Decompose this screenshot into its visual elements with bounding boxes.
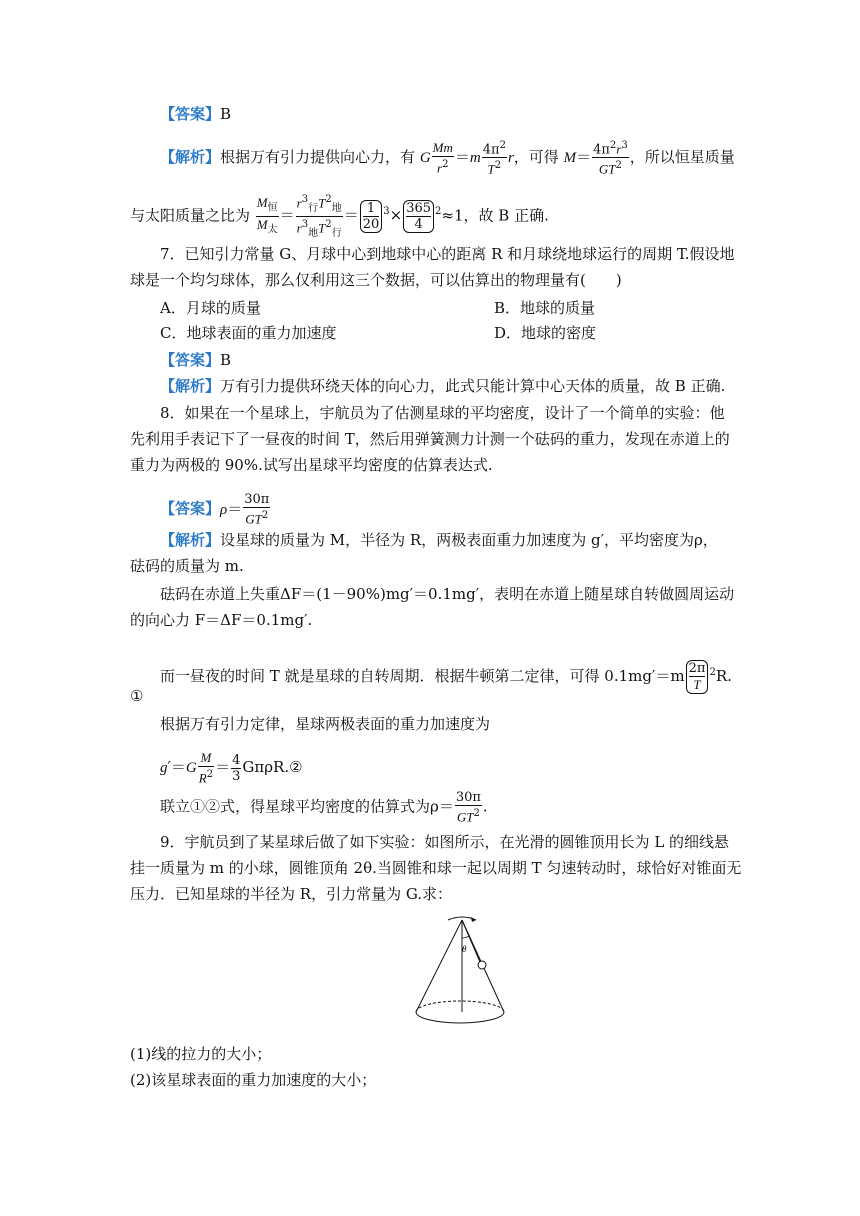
q8-stem-2: 先利用手表记下了一昼夜的时间 T，然后用弹簧测力计测一个砝码的重力，发现在赤道上的 — [130, 430, 730, 448]
answer-tag: 【答案】 — [160, 105, 221, 123]
cone-base-back — [416, 1001, 504, 1012]
q9-subquestion-2: (2)该星球表面的重力加速度的大小； — [130, 1071, 377, 1089]
q8-analysis-text-8: 联立①②式，得星球平均密度的估算式为ρ＝ — [160, 797, 454, 816]
q8-analysis-3: 砝码在赤道上失重ΔF＝(1－90%)mg′＝0.1mg′，表明在赤道上随星球自转做圆周运动 — [160, 585, 735, 603]
q7-option-a: A．月球的质量 — [160, 299, 261, 317]
q8-analysis-5: 而一昼夜的时间 T 就是星球的自转周期．根据牛顿第二定律，可得 0.1mg′＝m $\frac{2\pi}{T}$ $^2$R. — [160, 661, 732, 692]
q8-analysis-6: 根据万有引力定律，星球两极表面的重力加速度为 — [160, 715, 491, 733]
q8-analysis-1 — [160, 530, 718, 550]
q8-analysis-text-7-end: GπρR.② — [242, 758, 303, 777]
q9-stem-3: 压力．已知星球的半径为 R，引力常量为 G.求： — [130, 885, 453, 903]
q6-answer — [160, 104, 231, 124]
q8-circled-1: ① — [130, 687, 144, 705]
cone-base-front — [416, 1012, 504, 1023]
cone-left-edge — [416, 920, 462, 1012]
q7-analysis — [160, 376, 725, 396]
q6-ratio-end: ≈1，故 B 正确. — [441, 206, 549, 225]
ball — [478, 961, 486, 969]
analysis-tag: 【解析】 — [160, 377, 221, 395]
q8-analysis-2: 砝码的质量为 m. — [130, 557, 244, 575]
q6-ratio-formula: $\frac{M_恒}{M_太}$ ＝ $\frac{r^3_行T^2_地}{r^3_地T^2_行}$ ＝ $\frac{1}{20}$ $^3$× $\frac{365}{4}$ $^2$ — [256, 194, 442, 239]
q7-answer — [160, 350, 231, 370]
q8-stem-3: 重力为两极的 90%.试写出星球平均密度的估算表达式. — [130, 456, 493, 474]
q8-analysis-4: 的向心力 F＝ΔF＝0.1mg′. — [130, 611, 313, 629]
q9-stem-1: 9．宇航员到了某星球后做了如下实验：如图所示，在光滑的圆锥顶用长为 L 的细线悬 — [160, 833, 730, 851]
q8-analysis-text-5-end: R. — [715, 667, 732, 685]
q8-stem-1: 8．如果在一个星球上，宇航员为了估测星球的平均密度，设计了一个简单的实验：他 — [160, 404, 725, 422]
q8-formula-g: g′＝G $\frac{M}{R^2}$ ＝ $\frac{4}{3}$ — [160, 750, 241, 786]
answer-tag: 【答案】 — [160, 351, 221, 369]
q6-answer-value: B — [220, 105, 232, 123]
q8-answer-formula: ρ＝ $\frac{30\pi}{GT^2}$ — [220, 492, 270, 527]
string — [462, 920, 480, 962]
q6-analysis-text: 根据万有引力提供向心力，有 — [220, 147, 416, 166]
q6-ratio — [130, 192, 549, 241]
q7-answer-value: B — [220, 351, 232, 369]
q7-option-c: C．地球表面的重力加速度 — [160, 324, 337, 342]
q9-subquestion-1: (1)线的拉力的大小； — [130, 1045, 272, 1063]
q7-option-b: B．地球的质量 — [494, 299, 596, 317]
q8-analysis-7 — [160, 750, 303, 786]
q8-paren-2pi-t: $\frac{2\pi}{T}$ — [686, 660, 709, 694]
q6-formula-2: M＝ $\frac{4\pi^2r^3}{GT^2}$ — [563, 140, 628, 177]
q7-analysis-text: 万有引力提供环绕天体的向心力，此式只能计算中心天体的质量，故 B 正确. — [220, 377, 726, 395]
analysis-tag: 【解析】 — [160, 147, 221, 166]
q9-stem-2: 挂一质量为 m 的小球，圆锥顶角 2θ.当圆锥和球一起以周期 T 匀速转动时，球恰好对锥面无 — [130, 859, 742, 877]
q8-density-formula: $\frac{30\pi}{GT^2}$ — [455, 790, 481, 825]
q6-ratio-lead: 与太阳质量之比为 — [130, 206, 251, 225]
q6-analysis — [160, 138, 735, 178]
q8-analysis-text-5: 而一昼夜的时间 T 就是星球的自转周期．根据牛顿第二定律，可得 0.1mg′＝m — [160, 667, 685, 685]
q7-option-d: D．地球的密度 — [494, 324, 597, 342]
theta-label: θ — [462, 944, 467, 954]
angle-arc — [462, 936, 469, 938]
q6-analysis-mid: ，可得 — [513, 147, 559, 166]
q8-analysis-8: 联立①②式，得星球平均密度的估算式为ρ＝ $\frac{30\pi}{GT^2}$ . — [160, 790, 488, 825]
q6-formula-1: G $\frac{Mm}{r^2}$ ＝m $\frac{4\pi^2}{T^2}$ r — [419, 139, 514, 177]
q7-stem-2: 球是一个均匀球体，那么仅利用这三个数据，可以估算出的物理量有( ) — [130, 271, 622, 289]
q8-analysis-text-1: 设星球的质量为 M，半径为 R，两极表面重力加速度为 g′，平均密度为ρ， — [220, 531, 718, 549]
q8-answer — [160, 492, 271, 527]
q7-stem-1: 7．已知引力常量 G、月球中心到地球中心的距离 R 和月球绕地球运行的周期 T.假设地 — [160, 245, 735, 263]
answer-tag: 【答案】 — [160, 499, 221, 518]
q6-analysis-end: ，所以恒星质量 — [629, 147, 735, 166]
analysis-tag: 【解析】 — [160, 531, 221, 549]
cone-figure — [410, 908, 510, 1036]
